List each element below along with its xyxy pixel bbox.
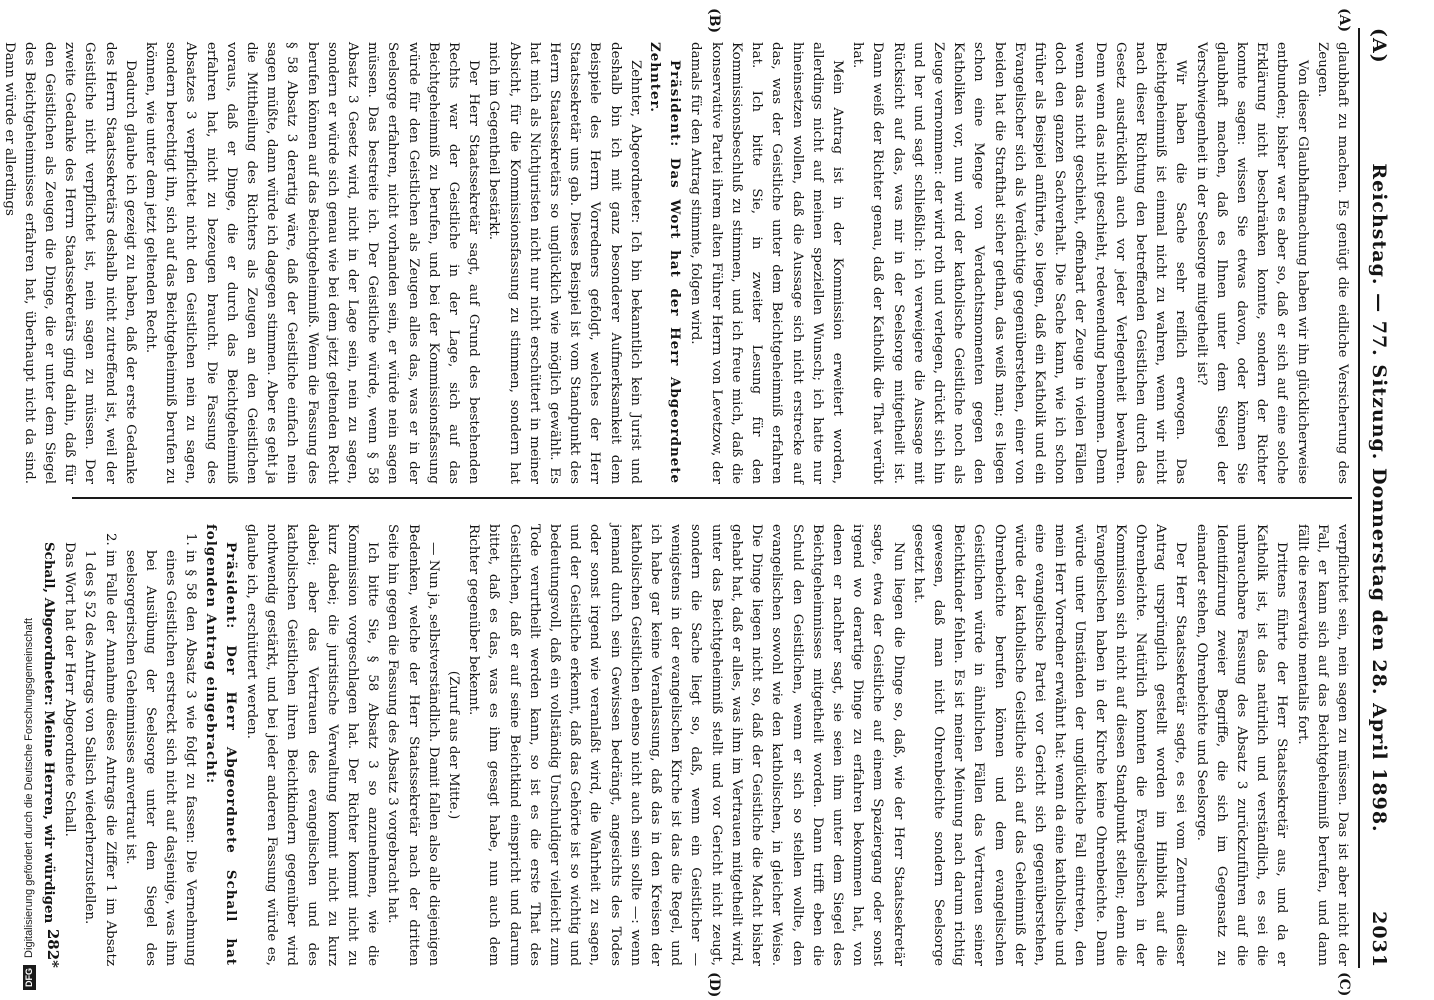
header-rule: [1358, 28, 1360, 968]
margin-marker-b: (B): [706, 8, 722, 34]
paragraph: Der Herr Staatssekretär sagte, es sei vom Zentrum dieser Antrag ursprünglich gestellt worden im Hinblick auf die Ohrenbeichte. Natürlich konnten die Evangelischen in der Kommission sich nicht auf diesen Standpunkt stellen; denn die Evangelischen haben in der Kirche keine Ohrenbeichte. Dann würde unter Umständen der unglückliche Fall eintreten, den mein Herr Vorredner erwähnt hat: wenn da eine katholische und eine evangelische Partei vor Gericht sich gegenüberstehen, würde der katholische Geistliche sich auf das Geheimniß der Ohrenbeichte berufen können und dem evangelischen Geistlichen würde in ähnlichen Fällen das Vertrauen seiner Beichtkinder fehlen. Es ist meiner Meinung nach darum richtig gewesen, daß man nicht Ohrenbeichte sondern Seelsorge gesetzt hat.: [910, 524, 1189, 966]
dfg-logo: DFG: [23, 965, 36, 990]
motion-item: 2. im Falle der Annahme dieses Antrags die Ziffer 1 im Absatz 1 des § 52 des Antrags von Salisch wiederherzustellen.: [79, 550, 119, 966]
paragraph: Ich bitte Sie, § 58 Absatz 3 so anzunehmen, wie die Kommission vorgeschlagen hat. Der Richter kommt nicht zu kurz dabei; die juristische Verwaltung kommt nicht zu kurz dabei; aber das Vertrauen des evangelischen und des katholischen Geistlichen ihren Beichtkindern gegenüber wird nothwendig gestärkt, und bei jeder anderen Fassung würde es, glaube ich, erschüttert werden.: [244, 524, 381, 966]
paragraph: Das Wort hat der Herr Abgeordnete Schall.: [62, 542, 78, 837]
signature-mark: 282*: [44, 928, 62, 968]
margin-marker-c: (C): [1336, 972, 1352, 997]
paragraph: verpflichtet sein, nein sagen zu müssen. Das ist aber nicht der Fall, er kann sich auf das Beichtgeheimniß berufen, und dann fällt die reservatio mentalis fort.: [1294, 524, 1350, 966]
speech-paragraph: Zehnter, Abgeordneter: Ich bin bekanntlich kein Jurist und deshalb bin ich mit ganz besonderer Aufmerksamkeit dem Beispiele des Herrn Vorredners gefolgt, welches der Herr Staatssekretär uns gab. Dieses Beispiel ist vom Standpunkt des Herrn Staatssekretärs so unglücklich wie möglich gewählt. Es hat mich als Nichtjuristen nicht nur nicht erschüttert in meiner Absicht, für die Kommissionsfassung zu stimmen, sondern hat mich im Gegentheil bestärkt.: [486, 42, 643, 484]
margin-marker-a: (A): [1336, 8, 1352, 33]
document-page: [1, 8, 1396, 998]
column-divider: [72, 497, 1352, 499]
header-title: Reichstag. — 77. Sitzung. Donnerstag den 28. April 1898.: [1368, 163, 1390, 833]
paragraph: Der Herr Staatssekretär sagt, auf Grund des bestehenden Rechts war der Geistliche in der Lage, sich auf das Beichtgeheimniß zu berufen, und bei der Kommissionsfassung würde für den Geistlichen als Zeugen alles das, was er in der Seelsorge erfahren, nicht vorhanden sein, er würde nein sagen müssen. Das bestreite ich. Der Geistliche würde, wenn § 58 Absatz 3 Gesetz wird, nicht in der Lage sein, nein zu sagen, sondern er würde sich genau wie bei dem jetzt geltenden Recht berufen können auf das Beichtgeheimniß. Wenn die Fassung des § 58 Absatz 3 derartig wäre, daß der Geistliche einfach nein sagen müßte, dann würde ich dagegen stimmen. Aber es geht ja die Mittheilung des Richters als Zeugen an den Geistlichen voraus, daß er Dinge, die er durch das Beichtgeheimniß erfahren hat, nicht zu bezeugen braucht. Die Fassung des Absatzes 3 verpflichtet nicht den Geistlichen nein zu sagen, sondern berechtigt ihn, sich auf das Beichtgeheimniß berufen zu können, wie unter dem jetzt geltenden Recht.: [143, 42, 482, 484]
page-number: 2031: [1368, 911, 1390, 968]
speaker-paragraph: Schall, Abgeordneter: Meine Herren, wir würdigen: [41, 542, 57, 924]
motion-list: [79, 524, 200, 966]
interjection: (Zuruf aus der Mitte.): [446, 670, 462, 820]
paragraph: Drittens führte der Herr Staatssekretär aus, und da er Katholik ist, ist das natürlich und verständlich, es sei die unbrauchbare Fassung des Absatz 3 zurückzuführen auf die Identifizirung zweier Begriffe, die sich im Gegensatz zu einander stehen, Ohrenbeichte und Seelsorge.: [1193, 524, 1290, 966]
motion-item: 1. in § 58 den Absatz 3 wie folgt zu fassen: Die Vernehmung eines Geistlichen erstreckt sich nicht auf dasjenige, was ihm bei Ausübung der Seelsorge unter dem Siegel des seelsorgerischen Geheimnisses anvertraut ist.: [120, 550, 201, 966]
paragraph: Mein Antrag ist in der Kommission erweitert worden, allerdings nicht auf meinen speziellen Wunsch; ich hatte nur hineinsetzen wollen, daß die Aussage sich nicht erstrecke auf das, was der Geistliche unter dem Beichtgeheimniß erfahren hat. Ich bitte Sie, in zweiter Lesung für den Kommissionsbeschluß zu stimmen, und ich freue mich, daß die konservative Partei ihrem alten Führer Herrn von Levetzow, der damals für den Antrag stimmte, folgen wird.: [688, 42, 845, 484]
page-header: [1362, 28, 1396, 968]
paragraph: — Nun ja, selbstverständlich. Damit fallen also alle diejenigen Bedenken, welche der Herr Staatssekretär nach der dritten Seite hin gegen die Fassung des Absatz 3 vorgebracht hat.: [385, 524, 441, 966]
paragraph: Von dieser Glaubhaftmachung haben wir ihn glücklicherweise entbunden; bisher war es aber so, daß er sich auf eine solche Erklärung nicht beschränken konnte, sondern der Richter konnte sagen: wissen Sie etwas davon, oder können Sie glaubhaft machen, daß es Ihnen unter dem Siegel der Verschwiegenheit in der Seelsorge mitgetheilt ist?: [1193, 42, 1310, 484]
funding-note-label: Digitalisierung gefördert durch die Deutsche Forschungsgemeinschaft: [23, 617, 35, 958]
paragraph: glaubhaft zu machen. Es genügt die eidliche Versicherung des Zeugen.: [1314, 42, 1350, 484]
paragraph: Nun liegen die Dinge so, daß, wie der Herr Staatssekretär sagte, etwa der Geistliche auf einem Spaziergang oder sonst irgend wo derartige Dinge zu erfahren bekommen hat, von denen er nachher sagt, sie seien ihm unter dem Siegel des Beichtgeheimnisses mitgetheilt worden. Dann trifft eben die Schuld den Geistlichen, wenn er sich so stellen wollte, den evangelischen sowohl wie den katholischen, in gleicher Weise. Die Dinge liegen nicht so, daß der Geistliche die Macht bisher gehabt hat, daß er alles, was ihm im Vertrauen mitgetheilt wird, unter das Beichtgeheimniß stellt und vor Gericht nicht zeugt, sondern die Sache liegt so, daß, wenn ein Geistlicher — wenigstens in der evangelischen Kirche ist das die Regel, und ich habe gar keine Veranlassung, daß das in den Kreisen der katholischen Geistlichen ebenso nicht auch sein sollte —: wenn jemand durch sein Gewissen bedrängt, angesichts des Todes oder sonst irgend wie veranlaßt wird, die Wahrheit zu sagen, und der Geistliche erkennt, daß das Gehörte ist so wichtig und bedeutungsvoll, daß ein vollständig Unschuldiger vielleicht zum Tode verurtheilt werden kann, so ist es die erste That des Geistlichen, daß er auf seine Beichtkind einspricht und darum bittet, daß es das, was es ihm gesagt habe, nun auch dem Richter gegenüber bekennt.: [466, 524, 906, 966]
header-margin-marker: (A): [1368, 28, 1390, 64]
paragraph: Wir haben die Sache sehr reiflich erwogen. Das Beichtgeheimniß ist einmal nicht zu wahren, wenn wir nicht nach dieser Richtung den betreffenden Geistlichen durch das Gesetz ausdrücklich auch vor jeder Verlegenheit bewahren. Denn wenn das nicht geschieht, redewendung benommen. Denn wenn das nicht geschieht, offenbart der Zeuge in vielen Fällen doch den ganzen Sachverhalt. Die Sache kann, wie ich schon früher als Beispiel anführte, so liegen, daß ein Katholik und ein Evangelischer sich als Verdächtige gegenüberstehen, einer von beiden hat die Strafthat sicher gethan, das weiß man; es liegen schon eine Menge von Verdachtsmomenten gegen den Katholiken vor, nun wird der katholische Geistliche noch als Zeuge vernommen: der wird roth und verlegen, drückt sich hin und her und sagt schließlich: ich verweigere die Aussage mit Rücksicht auf das, was mir in der Seelsorge mitgetheilt ist. Dann weiß der Richter genau, daß der Katholik die That verübt hat.: [850, 42, 1189, 484]
margin-marker-d: (D): [706, 972, 722, 998]
left-column: [1, 42, 1352, 484]
speaker-paragraph: Präsident: Das Wort hat der Herr Abgeordnete Zehnter.: [647, 42, 684, 484]
paragraph: Dadurch glaube ich gezeigt zu haben, daß der erste Gedanke des Herrn Staatssekretärs deshalb nicht zutreffend ist, weil der Geistliche nicht verpflichtet ist, nein sagen zu müssen. Der zweite Gedanke des Herrn Staatssekretärs ging dahin, daß für den Geistlichen als Zeugen die Dinge, die er unter dem Siegel des Beichtgeheimnisses erfahren hat, überhaupt nicht da sind. Dann würde er allerdings: [1, 42, 138, 484]
speaker-paragraph: Präsident: Der Herr Abgeordnete Schall hat folgenden Antrag eingebracht:: [202, 524, 239, 966]
